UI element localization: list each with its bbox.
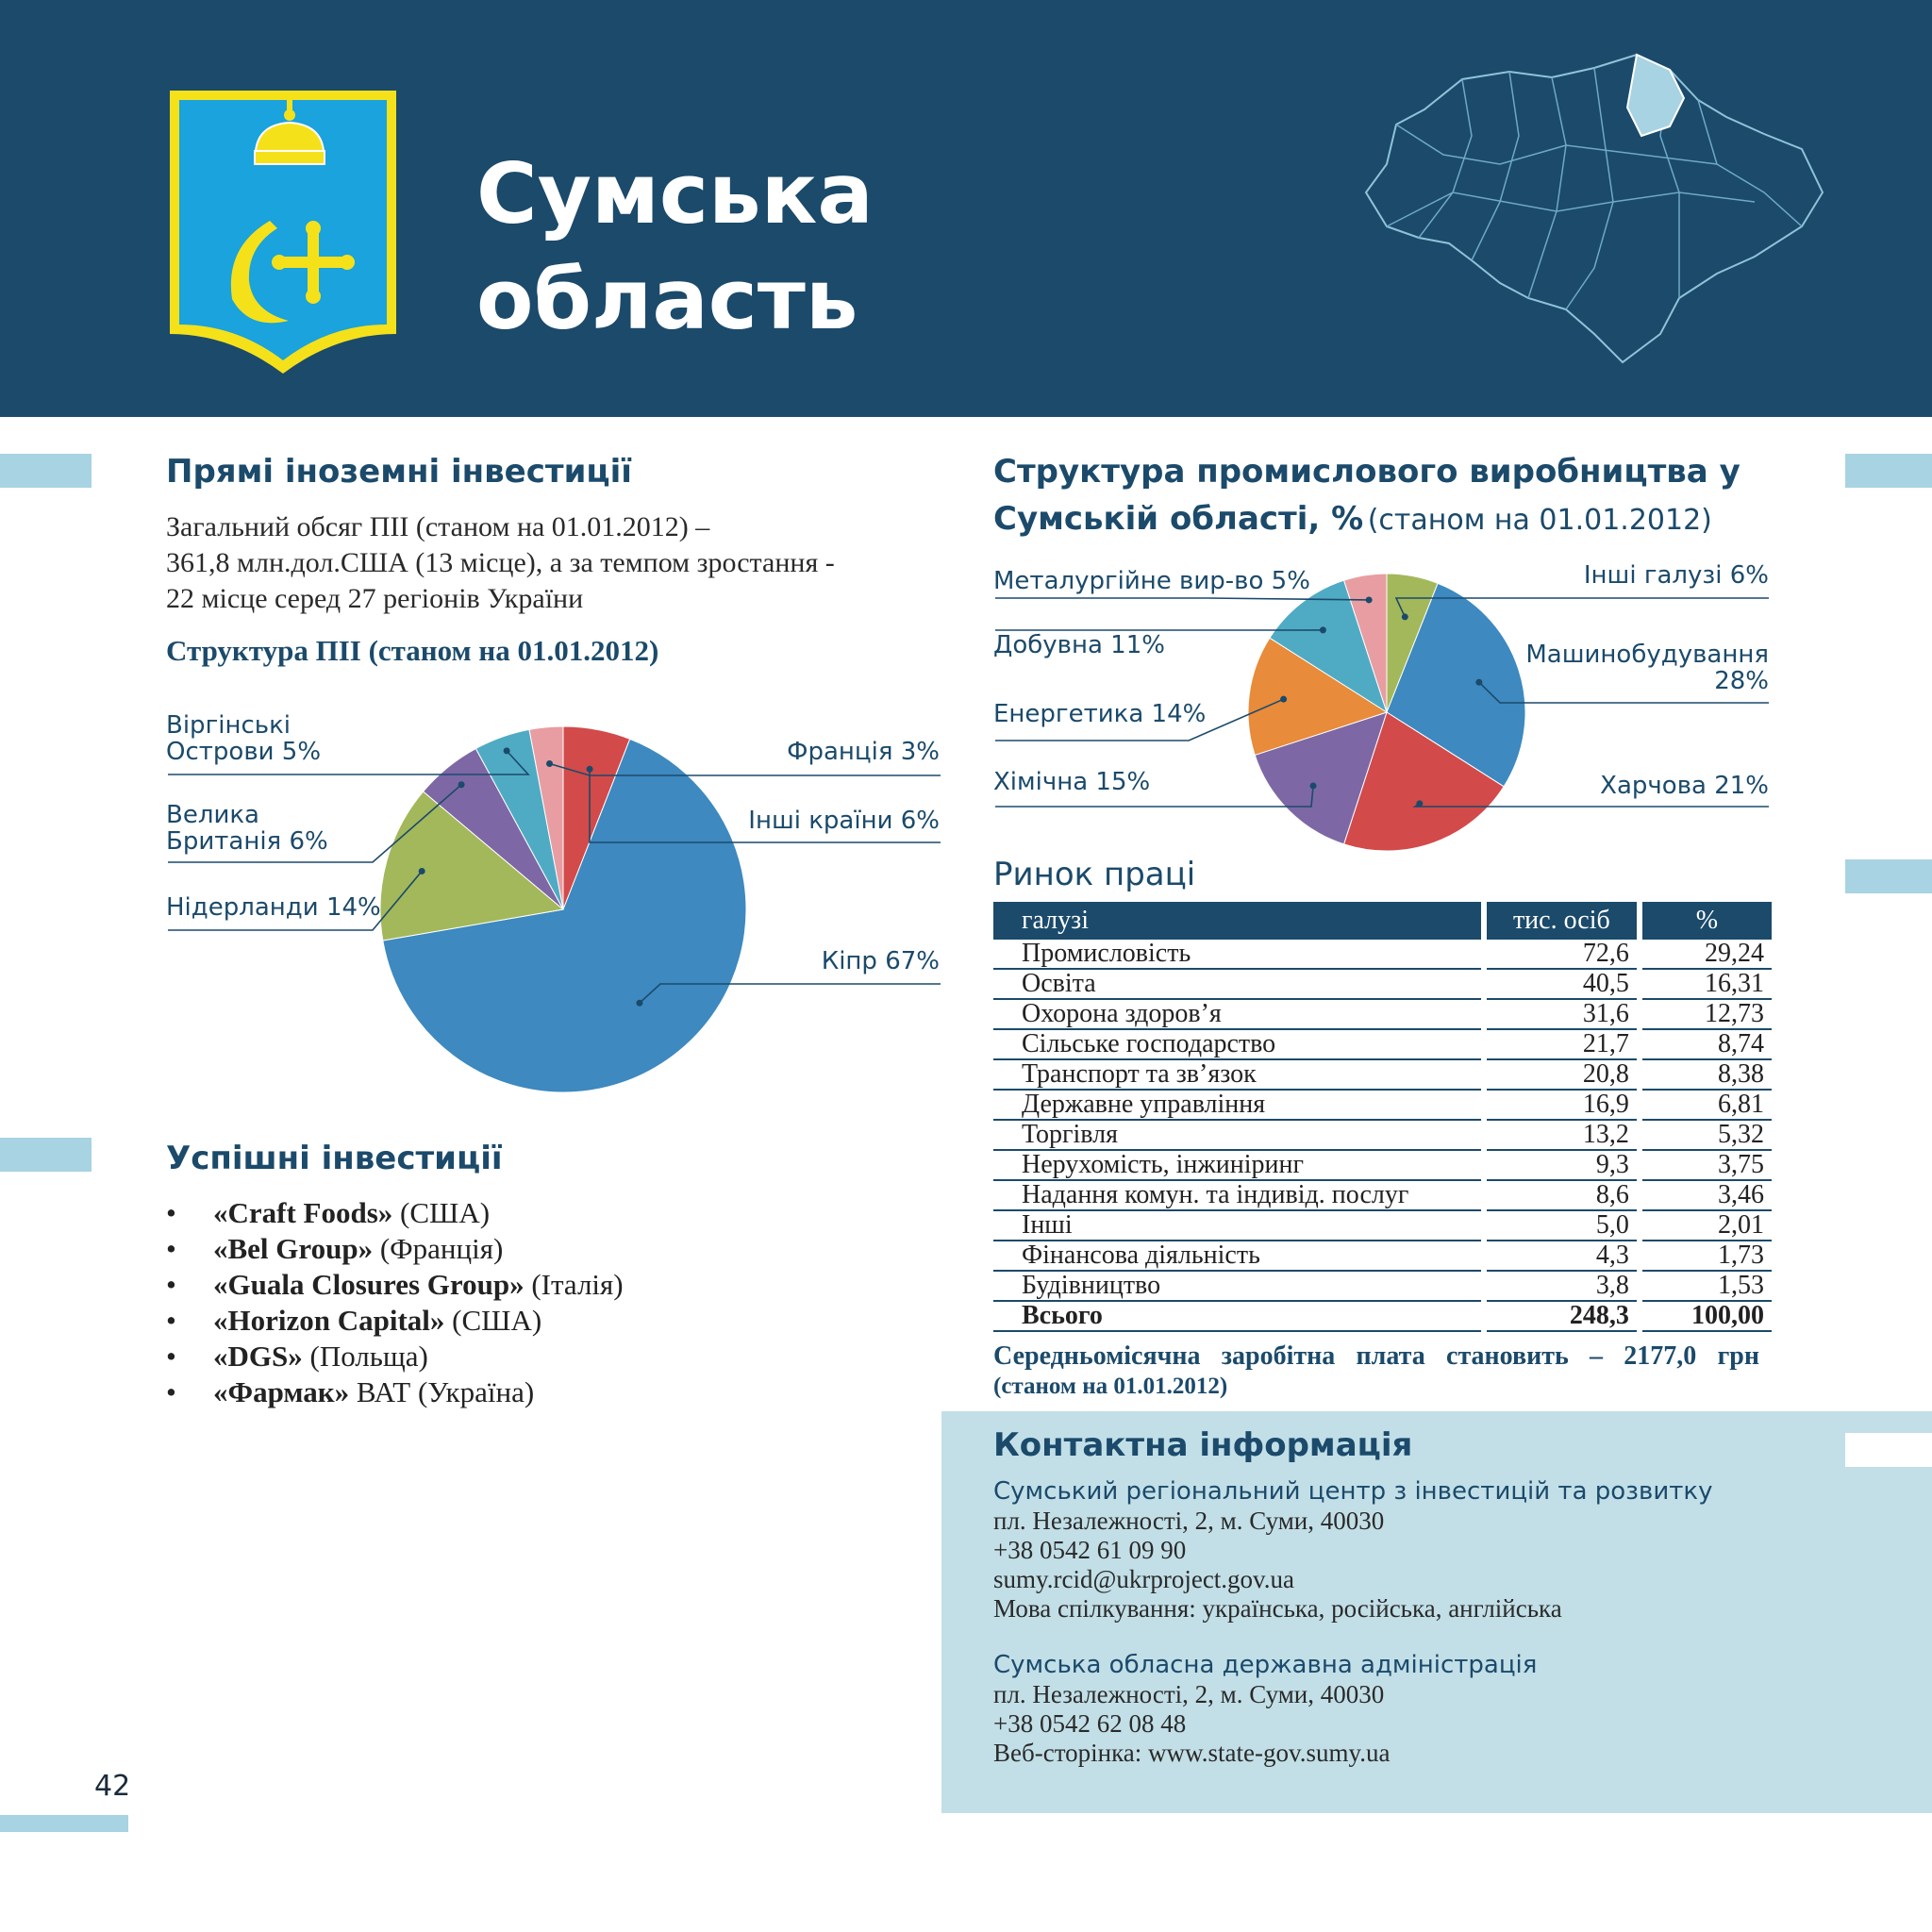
table-row: Охорона здоров’я 31,6 12,73 bbox=[993, 1000, 1772, 1030]
fdi-label-uk: Велика Британія 6% bbox=[166, 801, 328, 856]
list-item: • «Horizon Capital» (США) bbox=[166, 1304, 542, 1337]
contact-website[interactable]: Веб-сторінка: www.state-gov.sumy.ua bbox=[993, 1739, 1391, 1767]
fdi-summary-line: 361,8 млн.дол.США (13 місце), а за темпом зростання - bbox=[166, 547, 835, 578]
contact-address: пл. Незалежності, 2, м. Суми, 40030 bbox=[993, 1507, 1385, 1535]
decor-band bbox=[0, 1138, 92, 1172]
industry-heading-line2: Сумській області, % (станом на 01.01.2012) bbox=[993, 500, 1712, 538]
contact-address: пл. Незалежності, 2, м. Суми, 40030 bbox=[993, 1680, 1385, 1708]
col-header-thousands: тис. осіб bbox=[1487, 902, 1637, 940]
decor-band bbox=[1845, 1433, 1932, 1467]
table-row: Фінансова діяльність 4,3 1,73 bbox=[993, 1241, 1772, 1272]
table-row: Транспорт та зв’язок 20,8 8,38 bbox=[993, 1060, 1772, 1091]
ind-label-machinery: Машинобудування 28% bbox=[1525, 641, 1769, 695]
fdi-label-france: Франція 3% bbox=[787, 738, 940, 766]
page-number: 42 bbox=[94, 1770, 131, 1803]
fdi-heading: Прямі іноземні інвестиції bbox=[166, 453, 632, 491]
decor-band bbox=[0, 454, 92, 488]
table-header-row bbox=[993, 902, 1772, 940]
decor-band bbox=[1845, 859, 1932, 893]
list-item: • «Bel Group» (Франція) bbox=[166, 1232, 504, 1265]
industry-heading-line1: Структура промислового виробництва у bbox=[993, 453, 1740, 491]
page-title: Сумська область bbox=[476, 145, 874, 348]
ind-label-metallurgy: Металургійне вир-во 5% bbox=[993, 567, 1310, 595]
ind-label-mining: Добувна 11% bbox=[993, 631, 1165, 659]
table-row: Промисловість 72,6 29,24 bbox=[993, 940, 1772, 970]
salary-line: Середньомісячна заробітна плата становить – 2177,0 грн bbox=[993, 1341, 1759, 1371]
table-total-row: Всього 248,3 100,00 bbox=[993, 1302, 1772, 1332]
table-row: Сільське господарство 21,7 8,74 bbox=[993, 1030, 1772, 1060]
salary-date: (станом на 01.01.2012) bbox=[993, 1374, 1228, 1399]
table-row: Інші 5,0 2,01 bbox=[993, 1211, 1772, 1241]
list-item: • «DGS» (Польща) bbox=[166, 1340, 428, 1373]
contact-phone: +38 0542 62 08 48 bbox=[993, 1709, 1187, 1738]
fdi-label-virgin-islands: Віргінські Острови 5% bbox=[166, 711, 322, 766]
table-row: Освіта 40,5 16,31 bbox=[993, 970, 1772, 1000]
contact-languages: Мова спілкування: українська, російська, англійська bbox=[993, 1594, 1562, 1623]
contact-org2-details bbox=[993, 1680, 1391, 1768]
fdi-summary bbox=[166, 509, 921, 617]
table-row: Державне управління 16,9 6,81 bbox=[993, 1091, 1772, 1121]
col-header-industry: галузі bbox=[993, 902, 1481, 940]
ind-label-other: Інші галузі 6% bbox=[1583, 561, 1769, 590]
decor-band bbox=[0, 1815, 128, 1832]
contact-org2: Сумська обласна державна адміністрація bbox=[993, 1651, 1538, 1679]
successful-investments-list bbox=[166, 1195, 624, 1410]
list-item: • «Guala Closures Group» (Італія) bbox=[166, 1268, 624, 1301]
coat-of-arms-emblem bbox=[166, 87, 400, 375]
leader-dot bbox=[1280, 696, 1287, 703]
ind-label-energy: Енергетика 14% bbox=[993, 700, 1207, 728]
contact-org1-details bbox=[993, 1507, 1562, 1624]
sumy-region-highlight bbox=[1627, 55, 1684, 136]
fdi-summary-line: Загальний обсяг ПІІ (станом на 01.01.2012) – bbox=[166, 511, 710, 542]
table-row: Будівництво 3,8 1,53 bbox=[993, 1272, 1772, 1302]
ind-label-chemical: Хімічна 15% bbox=[993, 768, 1151, 796]
successful-heading: Успішні інвестиції bbox=[166, 1140, 503, 1177]
contact-email[interactable]: sumy.rcid@ukrproject.gov.ua bbox=[993, 1565, 1295, 1593]
decor-band bbox=[1845, 454, 1932, 488]
ind-label-food: Харчова 21% bbox=[1600, 772, 1769, 800]
col-header-percent: % bbox=[1642, 902, 1772, 940]
fdi-pie-chart bbox=[0, 660, 953, 1113]
table-row: Надання комун. та індивід. послуг 8,6 3,46 bbox=[993, 1181, 1772, 1211]
labor-table bbox=[988, 902, 1777, 1332]
labor-heading: Ринок праці bbox=[993, 856, 1196, 893]
list-item: • «Craft Foods» (США) bbox=[166, 1196, 491, 1229]
fdi-structure-title: Структура ПІІ (станом на 01.01.2012) bbox=[166, 634, 659, 667]
contact-heading: Контактна інформація bbox=[993, 1426, 1413, 1464]
table-row: Нерухомість, інжиніринг 9,3 3,75 bbox=[993, 1151, 1772, 1181]
table-row: Торгівля 13,2 5,32 bbox=[993, 1121, 1772, 1151]
fdi-label-cyprus: Кіпр 67% bbox=[821, 947, 940, 975]
contact-org1: Сумський регіональний центр з інвестицій та розвитку bbox=[993, 1477, 1713, 1506]
list-item: • «Фармак» ВАТ (Україна) bbox=[166, 1375, 535, 1408]
ukraine-map-icon bbox=[1358, 51, 1830, 372]
fdi-label-other-countries: Інші країни 6% bbox=[748, 807, 940, 835]
fdi-summary-line: 22 місце серед 27 регіонів України bbox=[166, 583, 584, 614]
contact-phone: +38 0542 61 09 90 bbox=[993, 1536, 1187, 1564]
fdi-label-netherlands: Нідерланди 14% bbox=[166, 893, 381, 922]
